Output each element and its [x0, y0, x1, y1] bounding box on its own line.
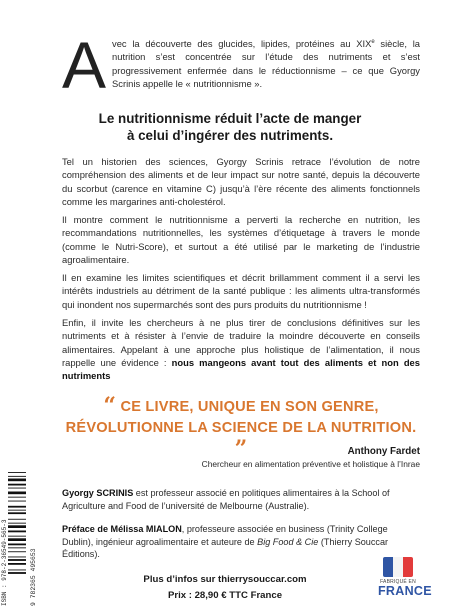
intro-paragraph: [62, 28, 420, 102]
intro-text-end: siècle, la nutrition s’est concentrée sur l’étude des nutriments et s’est progressivement enfermée dans le réductionnisme – ce que Gyorgy Scrinis appelle le « nutritionnisme ».: [112, 38, 420, 89]
author-bio-text: est professeur associé en politiques alimentaires à la School of Agriculture and Food de l’université de Melbourne (Australie).: [62, 488, 390, 511]
quote-line-1: CE LIVRE, UNIQUE EN SON GENRE,: [120, 399, 379, 415]
author-first-name: Gyorgy: [62, 488, 97, 498]
barcode-digits: 9 782365 495653: [30, 548, 37, 606]
paragraph-limits: Il en examine les limites scientifiques et décrit brillamment comment il a servi les intérêts industriels au détriment de la santé publique : les aliments ultra-transformés qui inondent nos supermarchés sont des purs produits du nutritionnisme !: [62, 272, 420, 310]
barcode-icon: [8, 470, 32, 606]
preface-text-end: (Thierry Souccar Éditions).: [62, 536, 389, 560]
headline-line-1: Le nutritionnisme réduit l’acte de manger: [98, 111, 362, 126]
paragraph-perversion: Il montre comment le nutritionnisme a perverti la recherche en nutrition, les recommandations nutritionnelles, les systèmes d’étiquetage à travers le monde (comme le Nutri-Score), et surtout a été utilisé par le marketing de l’industrie agroalimentaire.: [62, 214, 420, 265]
made-in-label: FABRIQUÉ EN: [380, 579, 416, 585]
made-in-france-badge: [378, 557, 432, 609]
headline: [40, 110, 420, 144]
preface-text: , professeure associée en business (Trinity College Dublin), ingénieur agroalimentaire et auteure de: [62, 524, 388, 547]
paragraph-conclusion: [62, 316, 420, 382]
drop-cap: A: [62, 28, 107, 102]
quote-close-icon: ”: [234, 436, 248, 462]
preface-book-title: Big Food & Cie: [257, 536, 319, 547]
price-label: Prix : 28,90 € TTC France: [167, 590, 283, 601]
preface-last-name: MIALON: [145, 524, 182, 534]
quote-author: Anthony Fardet: [347, 446, 420, 457]
conclusion-text: Enfin, il invite les chercheurs à ne plus tirer de conclusions définitives sur les nutriments et à résister à l’envie de traduire la moindre découverte en conseils alimentaires. Appelant à une approche plus holistique de l’alimentation, il nous rappelle une évidence :: [62, 317, 420, 368]
headline-line-2: à celui d’ingérer des nutriments.: [126, 128, 334, 143]
preface-bio: [62, 523, 420, 561]
quote-line-2: RÉVOLUTIONNE LA SCIENCE DE LA NUTRITION.: [65, 420, 417, 436]
france-flag-icon: [383, 557, 413, 577]
preface-label: Préface de Mélissa: [62, 524, 146, 534]
conclusion-emphasis: nous mangeons avant tout des aliments et non des nutriments: [62, 356, 420, 382]
quote-open-icon: “: [103, 393, 117, 419]
paragraph-history: Tel un historien des sciences, Gyorgy Scrinis retrace l’évolution de notre compréhension des aliments et de leur impact sur notre santé, depuis la découverte du scorbut (carence en vitamine C) jusqu’à l’ère récente des aliments fonctionnels comme les margarines anti-cholestérol.: [62, 156, 420, 207]
author-bio: [62, 487, 420, 512]
quote-author-role: Chercheur en alimentation préventive et holistique à l’Inrae: [201, 459, 420, 469]
isbn-label: ISBN : 978-2-36549-565-3: [1, 519, 8, 606]
intro-text-start: vec la découverte des glucides, lipides, protéines au XIX: [112, 38, 372, 50]
made-in-country: FRANCE: [378, 584, 432, 598]
author-last-name: SCRINIS: [96, 488, 134, 498]
century-superscript: e: [371, 39, 375, 45]
publisher-website: Plus d’infos sur thierrysouccar.com: [143, 574, 307, 585]
